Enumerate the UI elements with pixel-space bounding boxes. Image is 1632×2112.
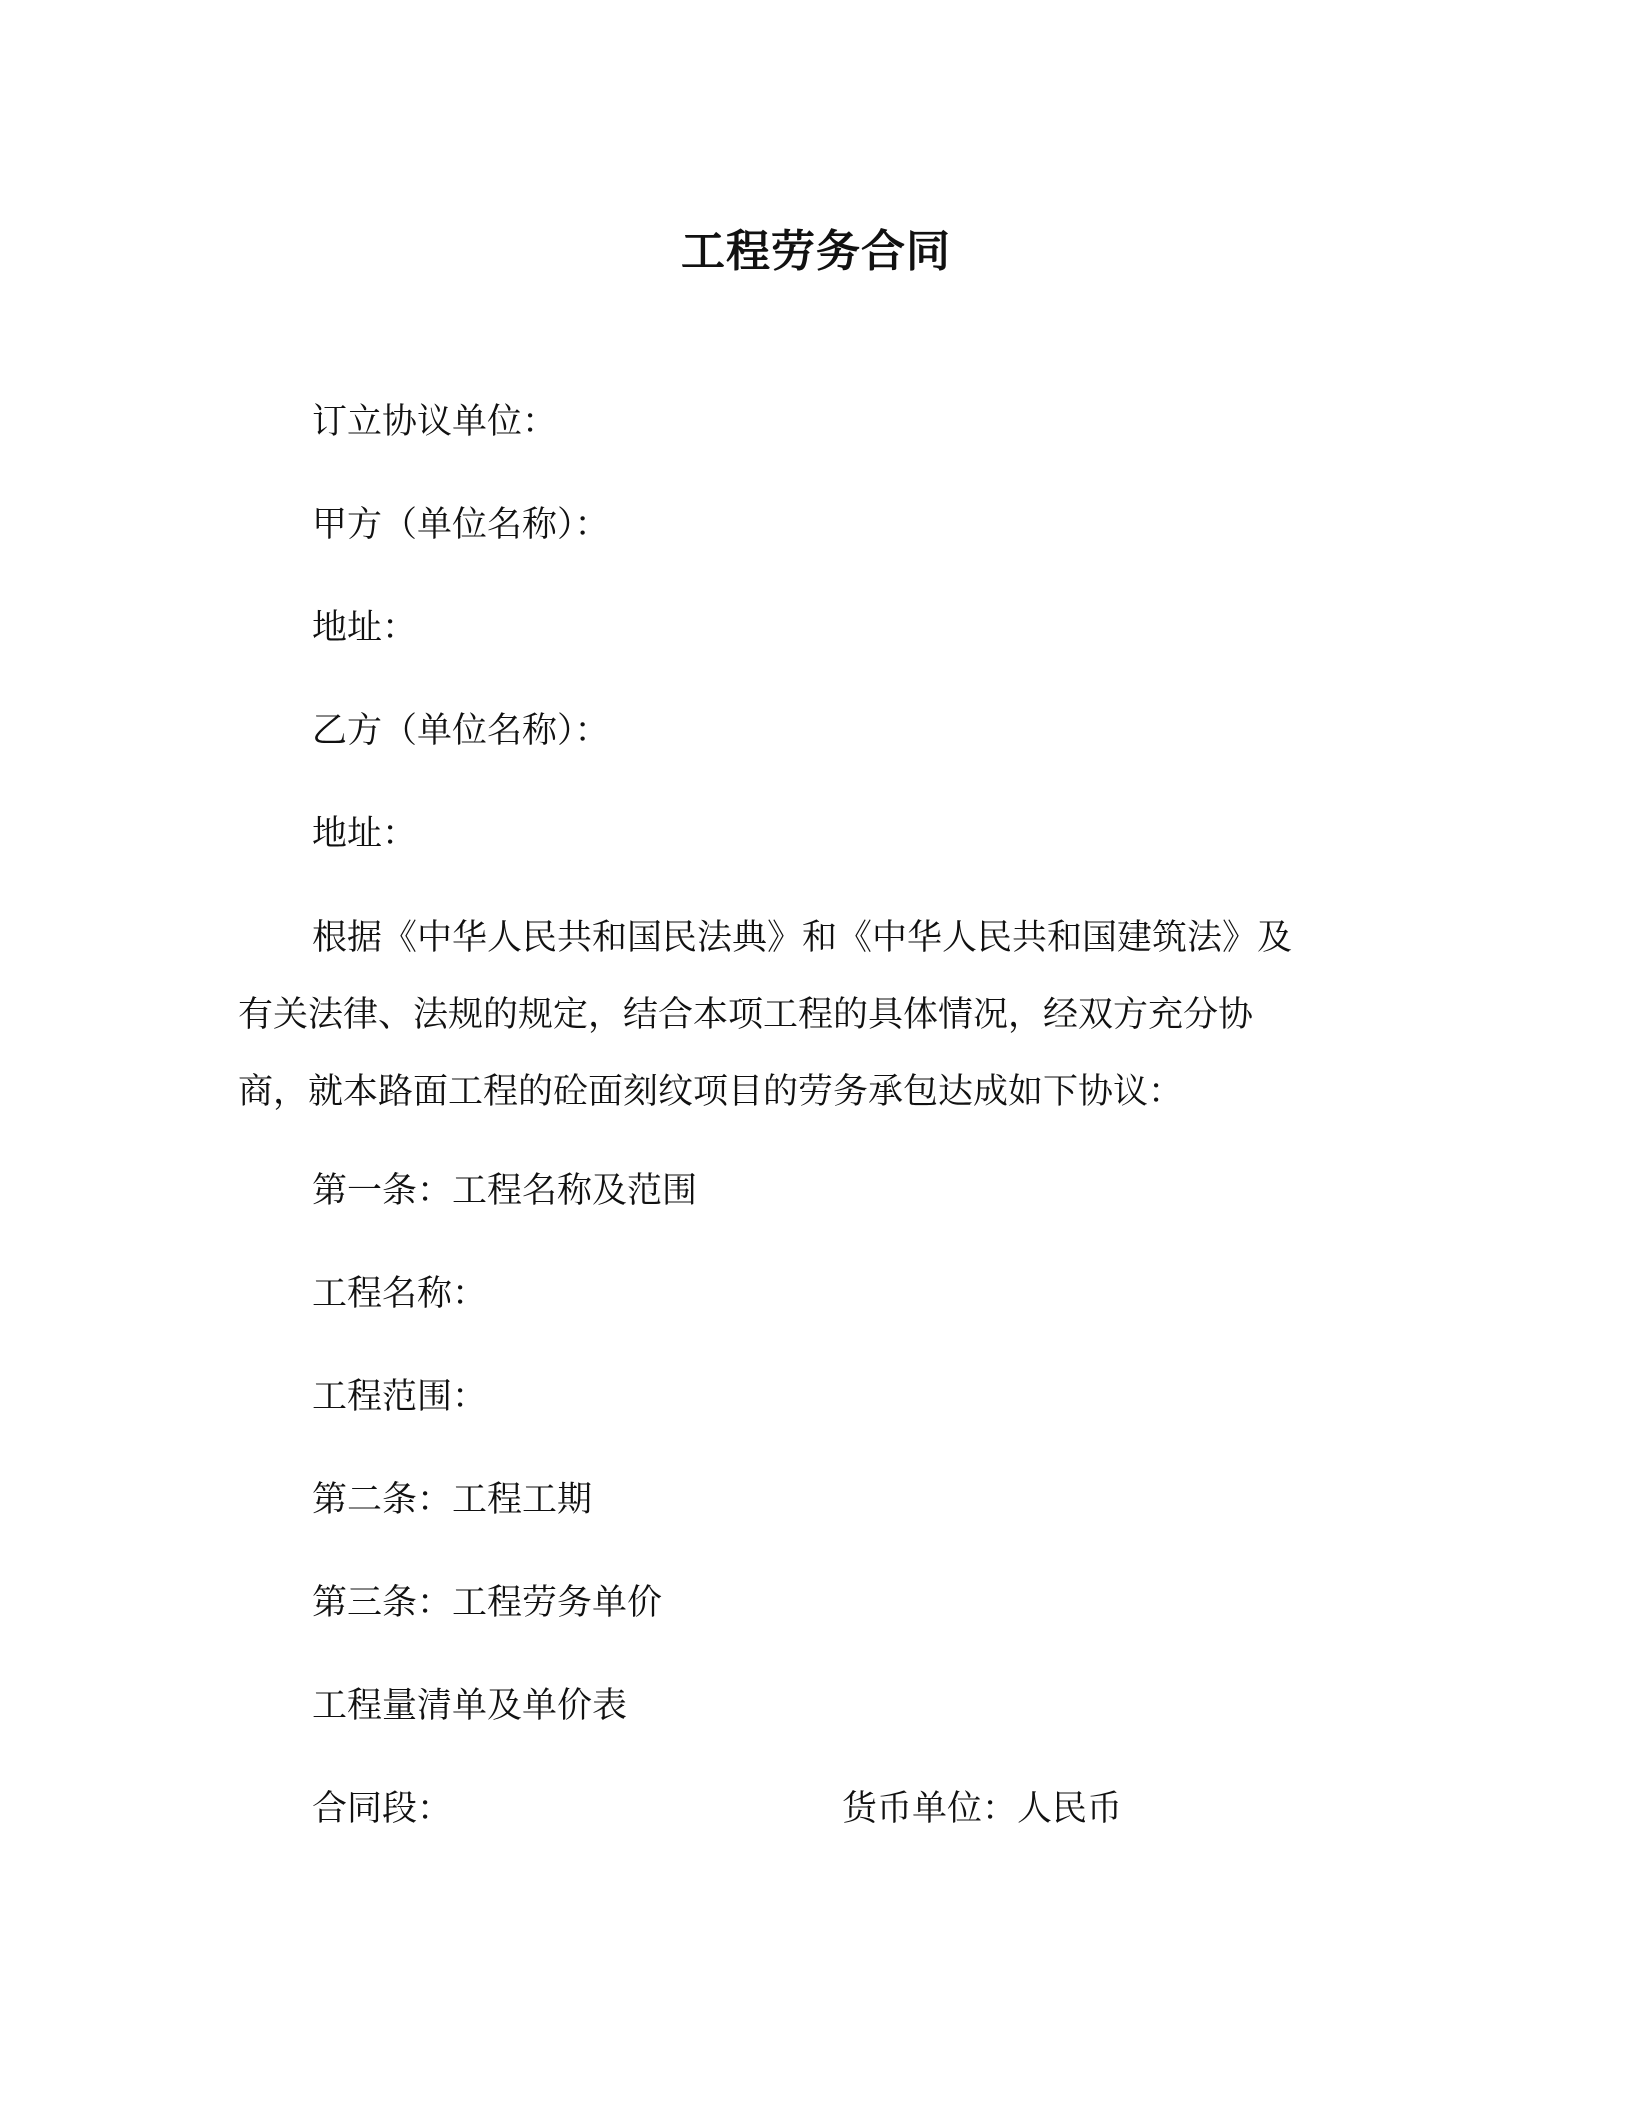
currency-unit-label: 货币单位：人民币 bbox=[842, 1789, 1123, 1829]
article-2-heading: 第二条：工程工期 bbox=[312, 1480, 593, 1520]
party-b-address: 地址： bbox=[312, 814, 418, 854]
article-1-heading: 第一条：工程名称及范围 bbox=[312, 1171, 698, 1211]
preamble-line-2: 有关法律、法规的规定，结合本项工程的具体情况，经双方充分协 bbox=[238, 995, 1254, 1035]
party-b-name: 乙方（单位名称）： bbox=[312, 711, 610, 751]
preamble-line-1: 根据《中华人民共和国民法典》和《中华人民共和国建筑法》及 bbox=[312, 918, 1293, 958]
party-a-name: 甲方（单位名称）： bbox=[312, 505, 610, 545]
article-3-heading: 第三条：工程劳务单价 bbox=[312, 1583, 663, 1623]
party-a-address: 地址： bbox=[312, 608, 418, 648]
bill-of-quantities-label: 工程量清单及单价表 bbox=[312, 1686, 628, 1726]
contract-section-label: 合同段： bbox=[312, 1789, 453, 1829]
preamble-paragraph bbox=[238, 900, 1378, 1131]
document-title: 工程劳务合同 bbox=[681, 226, 951, 277]
project-name-label: 工程名称： bbox=[312, 1274, 488, 1314]
preamble-line-3: 商，就本路面工程的砼面刻纹项目的劳务承包达成如下协议： bbox=[238, 1072, 1184, 1112]
parties-intro: 订立协议单位： bbox=[312, 402, 558, 442]
project-scope-label: 工程范围： bbox=[312, 1377, 488, 1417]
